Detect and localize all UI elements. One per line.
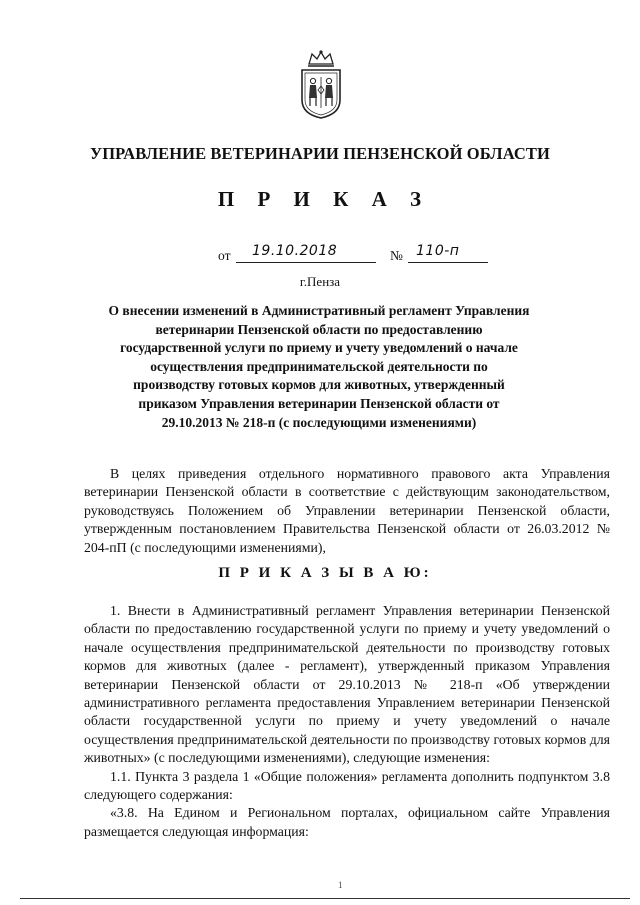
preamble-text: В целях приведения отдельного нормативного правового акта Управления ветеринарии Пензенской области в соответствие с действующим законодательством, руководствуясь Положением об Управлении ветеринарии Пензенской области, утвержденным постановлением Правительства Пензенской области от 26.03.2012 № 204-пП (с последующими изменениями), bbox=[84, 466, 610, 555]
date-value: 19.10.2018 bbox=[252, 243, 338, 259]
page-number: 1 bbox=[338, 880, 343, 890]
order-item-3-8: «3.8. На Едином и Региональном порталах, официальном сайте Управления размещается следующая информация: bbox=[84, 805, 610, 839]
document-type: П Р И К А З bbox=[217, 187, 431, 211]
date-underline bbox=[236, 262, 376, 263]
date-number-line bbox=[218, 243, 488, 266]
document-title: О внесении изменений в Административный регламент Управления ветеринарии Пензенской области по предоставлению государственной услуги по приему и учету уведомлений о начале осуществления предпринимательской деятельности по производству готовых кормов для животных, утвержденный приказом Управления ветеринарии Пензенской области от 29.10.2013 № 218-п (с последующими изменениями) bbox=[108, 303, 530, 430]
number-value: 110-п bbox=[416, 243, 460, 259]
order-item-1: 1. Внести в Административный регламент Управления ветеринарии Пензенской области по предоставлению государственной услуги по приему и учету уведомлений о начале осуществления предпринимательской деятельности по производству готовых кормов для животных (далее - регламент), утвержденный приказом Управления ветеринарии Пензенской области от 29.10.2013 № 218-п «Об утверждении административного регламента предоставления Управлением ветеринарии Пензенской области государственной услуги по приему и учету уведомлений о начале осуществления предпринимательской деятельности по производству готовых кормов для животных» (с последующими изменениями), следующие изменения: bbox=[84, 603, 610, 766]
order-items bbox=[84, 602, 610, 841]
number-label: № bbox=[390, 248, 403, 263]
footer-divider bbox=[20, 898, 630, 899]
coat-of-arms-icon bbox=[296, 50, 346, 120]
city: г.Пенза bbox=[299, 274, 341, 289]
organization-name: УПРАВЛЕНИЕ ВЕТЕРИНАРИИ ПЕНЗЕНСКОЙ ОБЛАСТИ bbox=[90, 144, 550, 163]
number-underline bbox=[408, 262, 488, 263]
order-item-1-1: 1.1. Пункта 3 раздела 1 «Общие положения» регламента дополнить подпунктом 3.8 следующего содержания: bbox=[84, 768, 610, 803]
preamble bbox=[84, 465, 610, 557]
date-label: от bbox=[218, 248, 231, 263]
order-word: П Р И К А З Ы В А Ю: bbox=[218, 565, 432, 581]
